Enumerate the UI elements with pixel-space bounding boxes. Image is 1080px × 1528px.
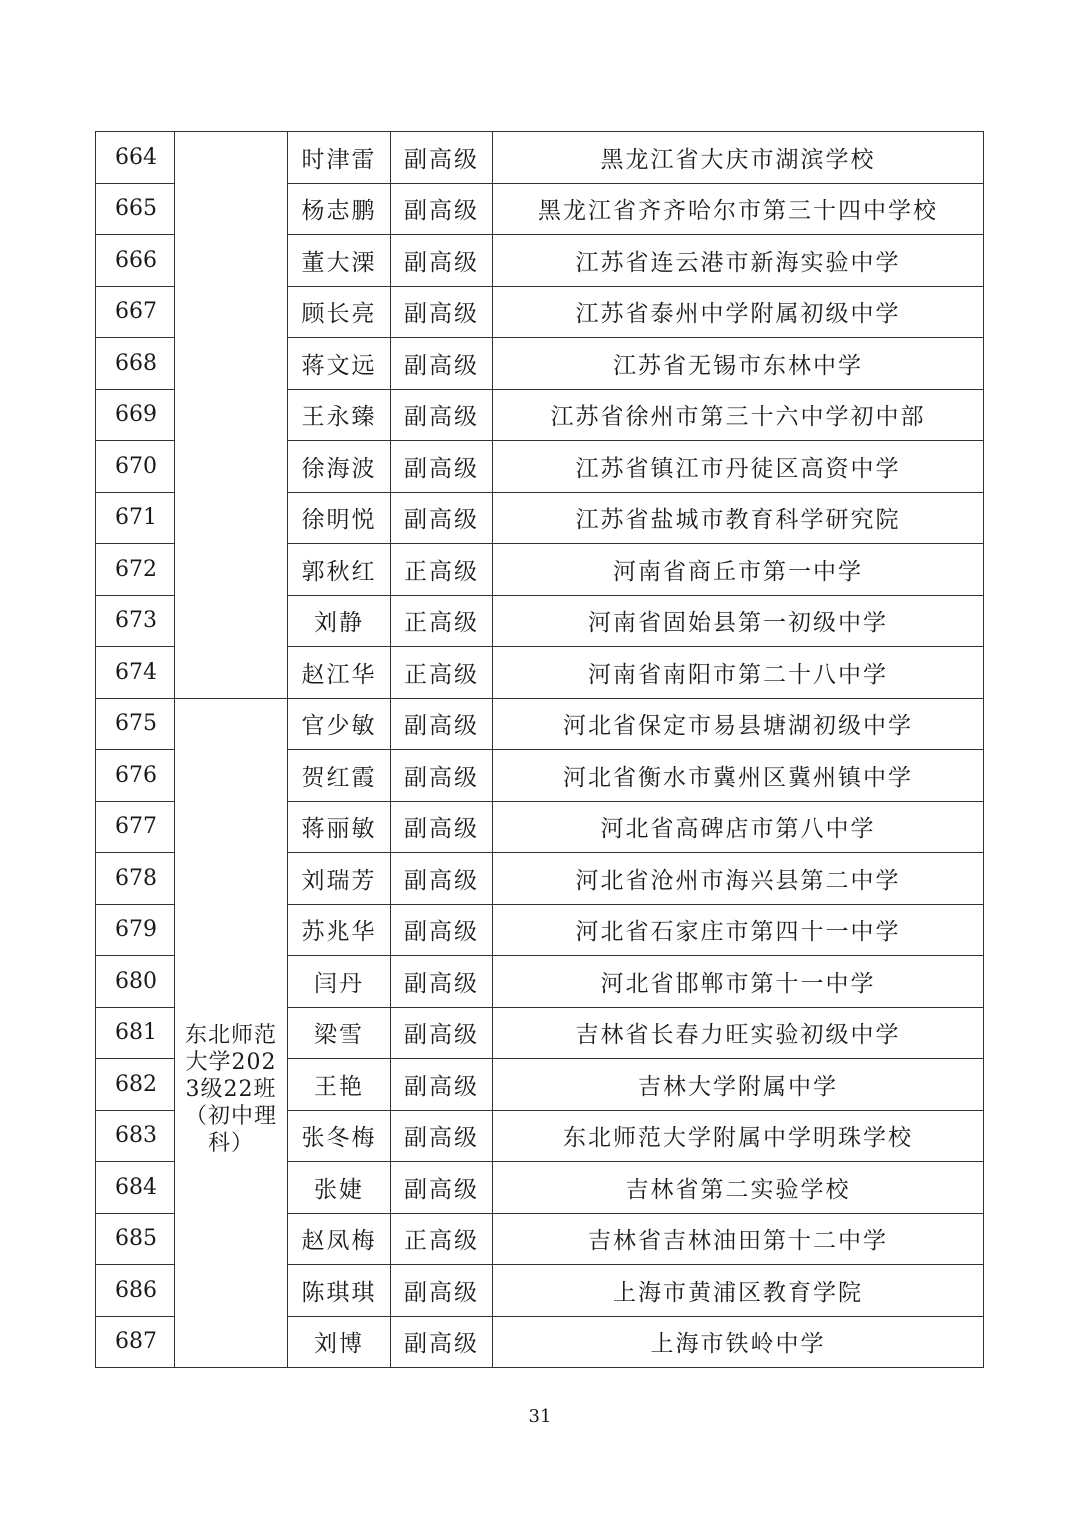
row-number-cell: 674 [96, 647, 175, 699]
school-cell: 河北省衡水市冀州区冀州镇中学 [493, 750, 984, 802]
professional-title-cell: 副高级 [391, 853, 493, 905]
row-number-cell: 669 [96, 389, 175, 441]
school-cell: 河南省商丘市第一中学 [493, 544, 984, 596]
professional-title-cell: 副高级 [391, 492, 493, 544]
professional-title-cell: 副高级 [391, 441, 493, 493]
row-number-cell: 682 [96, 1059, 175, 1111]
teacher-name-cell: 王永臻 [288, 389, 391, 441]
professional-title-cell: 副高级 [391, 801, 493, 853]
school-cell: 吉林省长春力旺实验初级中学 [493, 1007, 984, 1059]
professional-title-cell: 副高级 [391, 750, 493, 802]
professional-title-cell: 副高级 [391, 956, 493, 1008]
professional-title-cell: 正高级 [391, 595, 493, 647]
row-number-cell: 687 [96, 1316, 175, 1368]
teacher-name-cell: 徐海波 [288, 441, 391, 493]
row-number-cell: 665 [96, 183, 175, 235]
row-number-cell: 666 [96, 235, 175, 287]
row-number-cell: 678 [96, 853, 175, 905]
professional-title-cell: 副高级 [391, 132, 493, 184]
school-cell: 河北省石家庄市第四十一中学 [493, 904, 984, 956]
teacher-name-cell: 王艳 [288, 1059, 391, 1111]
teacher-name-cell: 杨志鹏 [288, 183, 391, 235]
professional-title-cell: 副高级 [391, 698, 493, 750]
row-number-cell: 671 [96, 492, 175, 544]
professional-title-cell: 副高级 [391, 338, 493, 390]
school-cell: 河北省沧州市海兴县第二中学 [493, 853, 984, 905]
row-number-cell: 677 [96, 801, 175, 853]
professional-title-cell: 副高级 [391, 1059, 493, 1111]
teacher-name-cell: 张冬梅 [288, 1110, 391, 1162]
row-number-cell: 667 [96, 286, 175, 338]
row-number-cell: 684 [96, 1162, 175, 1214]
teacher-name-cell: 刘静 [288, 595, 391, 647]
row-number-cell: 679 [96, 904, 175, 956]
teacher-name-cell: 苏兆华 [288, 904, 391, 956]
school-cell: 江苏省连云港市新海实验中学 [493, 235, 984, 287]
school-cell: 上海市黄浦区教育学院 [493, 1265, 984, 1317]
professional-title-cell: 副高级 [391, 1162, 493, 1214]
professional-title-cell: 副高级 [391, 183, 493, 235]
row-number-cell: 681 [96, 1007, 175, 1059]
professional-title-cell: 副高级 [391, 1110, 493, 1162]
school-cell: 上海市铁岭中学 [493, 1316, 984, 1368]
school-cell: 江苏省无锡市东林中学 [493, 338, 984, 390]
teacher-name-cell: 蒋文远 [288, 338, 391, 390]
teacher-name-cell: 张婕 [288, 1162, 391, 1214]
teacher-name-cell: 赵江华 [288, 647, 391, 699]
row-number-cell: 686 [96, 1265, 175, 1317]
teacher-name-cell: 徐明悦 [288, 492, 391, 544]
row-number-cell: 673 [96, 595, 175, 647]
school-cell: 吉林省第二实验学校 [493, 1162, 984, 1214]
teacher-name-cell: 陈琪琪 [288, 1265, 391, 1317]
professional-title-cell: 副高级 [391, 1007, 493, 1059]
professional-title-cell: 副高级 [391, 904, 493, 956]
class-group-cell [175, 132, 288, 699]
teacher-name-cell: 时津雷 [288, 132, 391, 184]
professional-title-cell: 正高级 [391, 1213, 493, 1265]
row-number-cell: 680 [96, 956, 175, 1008]
school-cell: 江苏省泰州中学附属初级中学 [493, 286, 984, 338]
professional-title-cell: 副高级 [391, 1265, 493, 1317]
school-cell: 河北省邯郸市第十一中学 [493, 956, 984, 1008]
teacher-name-cell: 董大溧 [288, 235, 391, 287]
teacher-name-cell: 梁雪 [288, 1007, 391, 1059]
row-number-cell: 676 [96, 750, 175, 802]
professional-title-cell: 副高级 [391, 389, 493, 441]
row-number-cell: 683 [96, 1110, 175, 1162]
school-cell: 河北省高碑店市第八中学 [493, 801, 984, 853]
teacher-name-cell: 顾长亮 [288, 286, 391, 338]
teacher-name-cell: 赵凤梅 [288, 1213, 391, 1265]
row-number-cell: 668 [96, 338, 175, 390]
teacher-name-cell: 贺红霞 [288, 750, 391, 802]
row-number-cell: 672 [96, 544, 175, 596]
school-cell: 东北师范大学附属中学明珠学校 [493, 1110, 984, 1162]
teacher-name-cell: 闫丹 [288, 956, 391, 1008]
professional-title-cell: 正高级 [391, 647, 493, 699]
page-number: 31 [528, 1406, 552, 1427]
row-number-cell: 664 [96, 132, 175, 184]
row-number-cell: 685 [96, 1213, 175, 1265]
school-cell: 黑龙江省齐齐哈尔市第三十四中学校 [493, 183, 984, 235]
roster-body [96, 132, 984, 1368]
school-cell: 吉林大学附属中学 [493, 1059, 984, 1111]
teacher-name-cell: 蒋丽敏 [288, 801, 391, 853]
school-cell: 江苏省镇江市丹徒区高资中学 [493, 441, 984, 493]
table-row [96, 698, 984, 750]
teacher-name-cell: 刘博 [288, 1316, 391, 1368]
professional-title-cell: 副高级 [391, 286, 493, 338]
row-number-cell: 670 [96, 441, 175, 493]
teacher-name-cell: 郭秋红 [288, 544, 391, 596]
professional-title-cell: 正高级 [391, 544, 493, 596]
professional-title-cell: 副高级 [391, 235, 493, 287]
school-cell: 吉林省吉林油田第十二中学 [493, 1213, 984, 1265]
teacher-name-cell: 刘瑞芳 [288, 853, 391, 905]
school-cell: 河北省保定市易县塘湖初级中学 [493, 698, 984, 750]
school-cell: 江苏省盐城市教育科学研究院 [493, 492, 984, 544]
class-group-label: 东北师范大学2023级22班（初中理科） [184, 1022, 277, 1156]
professional-title-cell: 副高级 [391, 1316, 493, 1368]
teacher-name-cell: 官少敏 [288, 698, 391, 750]
school-cell: 河南省固始县第一初级中学 [493, 595, 984, 647]
table-row [96, 132, 984, 184]
row-number-cell: 675 [96, 698, 175, 750]
roster-table [95, 131, 984, 1368]
school-cell: 黑龙江省大庆市湖滨学校 [493, 132, 984, 184]
school-cell: 河南省南阳市第二十八中学 [493, 647, 984, 699]
school-cell: 江苏省徐州市第三十六中学初中部 [493, 389, 984, 441]
class-group-cell [175, 698, 288, 1368]
